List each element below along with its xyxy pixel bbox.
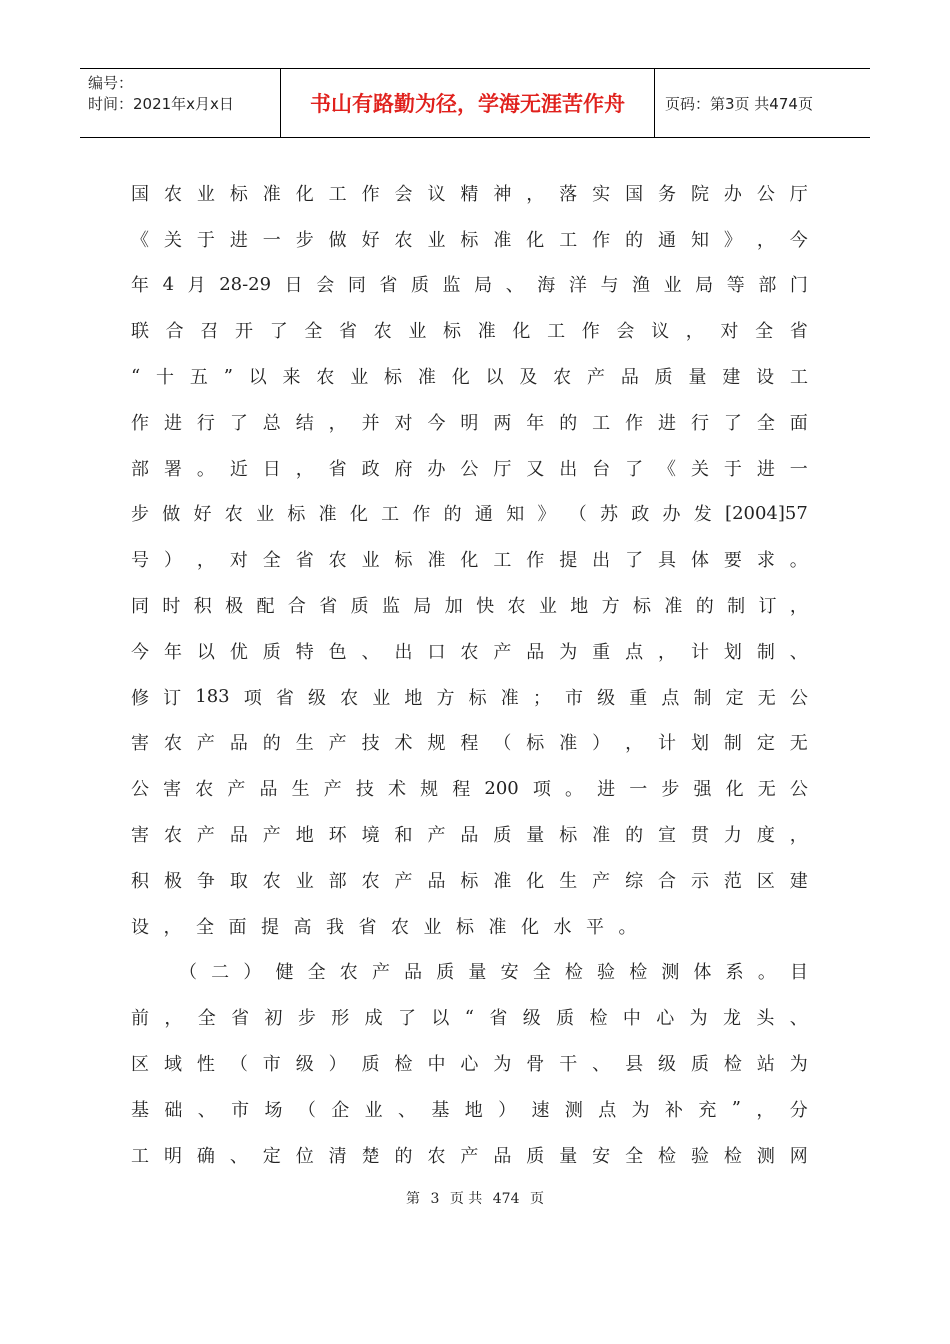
body-line: 公 害 农 产 品 生 产 技 术 规 程 200 项 。 进 一 步 强 化 无 公 xyxy=(131,777,808,801)
body-line: 修 订 183 项 省 级 农 业 地 方 标 准 ； 市 级 重 点 制 定 无 公 xyxy=(131,686,808,709)
footer-total-pages: 474 xyxy=(492,1191,520,1207)
header-meta-cell xyxy=(80,69,281,137)
page-footer xyxy=(0,1188,950,1208)
number-label: 编号： xyxy=(88,74,134,92)
body-line: 今 年 以 优 质 特 色 、 出 口 农 产 品 为 重 点 ， 计 划 制 、 xyxy=(131,641,808,663)
footer-suffix: 页 xyxy=(529,1191,544,1207)
page-label: 页码：第3页 共474页 xyxy=(665,94,813,113)
body-line: 年 4 月 28-29 日 会 同 省 质 监 局 、 海 洋 与 渔 业 局 等 部 门 xyxy=(131,273,808,297)
body-line: 号 ） ， 对 全 省 农 业 标 准 化 工 作 提 出 了 具 体 要 求 。 xyxy=(131,550,808,572)
footer-middle: 页 共 xyxy=(449,1191,483,1207)
body-line: 步 做 好 农 业 标 准 化 工 作 的 通 知 》 （ 苏 政 办 发 [2004]57 xyxy=(131,502,808,526)
body-line: 同 时 积 极 配 合 省 质 监 局 加 快 农 业 地 方 标 准 的 制 订 ， xyxy=(131,596,808,618)
body-line: 前 ， 全 省 初 步 形 成 了 以 “ 省 级 质 检 中 心 为 龙 头 、 xyxy=(131,1006,808,1030)
header-page-cell xyxy=(655,69,870,137)
body-line: （ 二 ） 健 全 农 产 品 质 量 安 全 检 验 检 测 体 系 。 目 xyxy=(179,962,808,984)
body-text xyxy=(131,170,808,1178)
footer-prefix: 第 xyxy=(406,1191,421,1207)
body-line: 作 进 行 了 总 结 ， 并 对 今 明 两 年 的 工 作 进 行 了 全 面 xyxy=(131,412,808,434)
body-line: “ 十 五 ” 以 来 农 业 标 准 化 以 及 农 产 品 质 量 建 设 工 xyxy=(131,365,808,389)
body-line: 联 合 召 开 了 全 省 农 业 标 准 化 工 作 会 议 ， 对 全 省 xyxy=(131,321,808,343)
header-motto-cell xyxy=(281,69,655,137)
body-line: 积 极 争 取 农 业 部 农 产 品 标 准 化 生 产 综 合 示 范 区 建 xyxy=(131,870,808,892)
header-table xyxy=(80,68,870,138)
body-line: 部 署 。 近 日 ， 省 政 府 办 公 厅 又 出 台 了 《 关 于 进 一 xyxy=(131,458,808,480)
body-line: 基 础 、 市 场 （ 企 业 、 基 地 ） 速 测 点 为 补 充 ” ， 分 xyxy=(131,1098,808,1121)
motto-text: 书山有路勤为径，学海无涯苦作舟 xyxy=(310,92,625,116)
body-line: 工 明 确 、 定 位 清 楚 的 农 产 品 质 量 安 全 检 验 检 测 网 xyxy=(131,1145,808,1167)
body-line: 国 农 业 标 准 化 工 作 会 议 精 神 ， 落 实 国 务 院 办 公 厅 xyxy=(131,183,808,205)
time-label: 时间：2021年x月x日 xyxy=(88,95,234,113)
body-line: 害 农 产 品 产 地 环 境 和 产 品 质 量 标 准 的 宣 贯 力 度 ， xyxy=(131,825,808,847)
body-line: 《 关 于 进 一 步 做 好 农 业 标 准 化 工 作 的 通 知 》 ， 今 xyxy=(131,229,808,251)
footer-page-number: 3 xyxy=(430,1191,440,1207)
body-line: 害 农 产 品 的 生 产 技 术 规 程 （ 标 准 ） ， 计 划 制 定 无 xyxy=(131,733,808,755)
body-line: 设 ， 全 面 提 高 我 省 农 业 标 准 化 水 平 。 xyxy=(131,916,637,938)
body-line: 区 域 性 （ 市 级 ） 质 检 中 心 为 骨 干 、 县 级 质 检 站 为 xyxy=(131,1054,808,1076)
